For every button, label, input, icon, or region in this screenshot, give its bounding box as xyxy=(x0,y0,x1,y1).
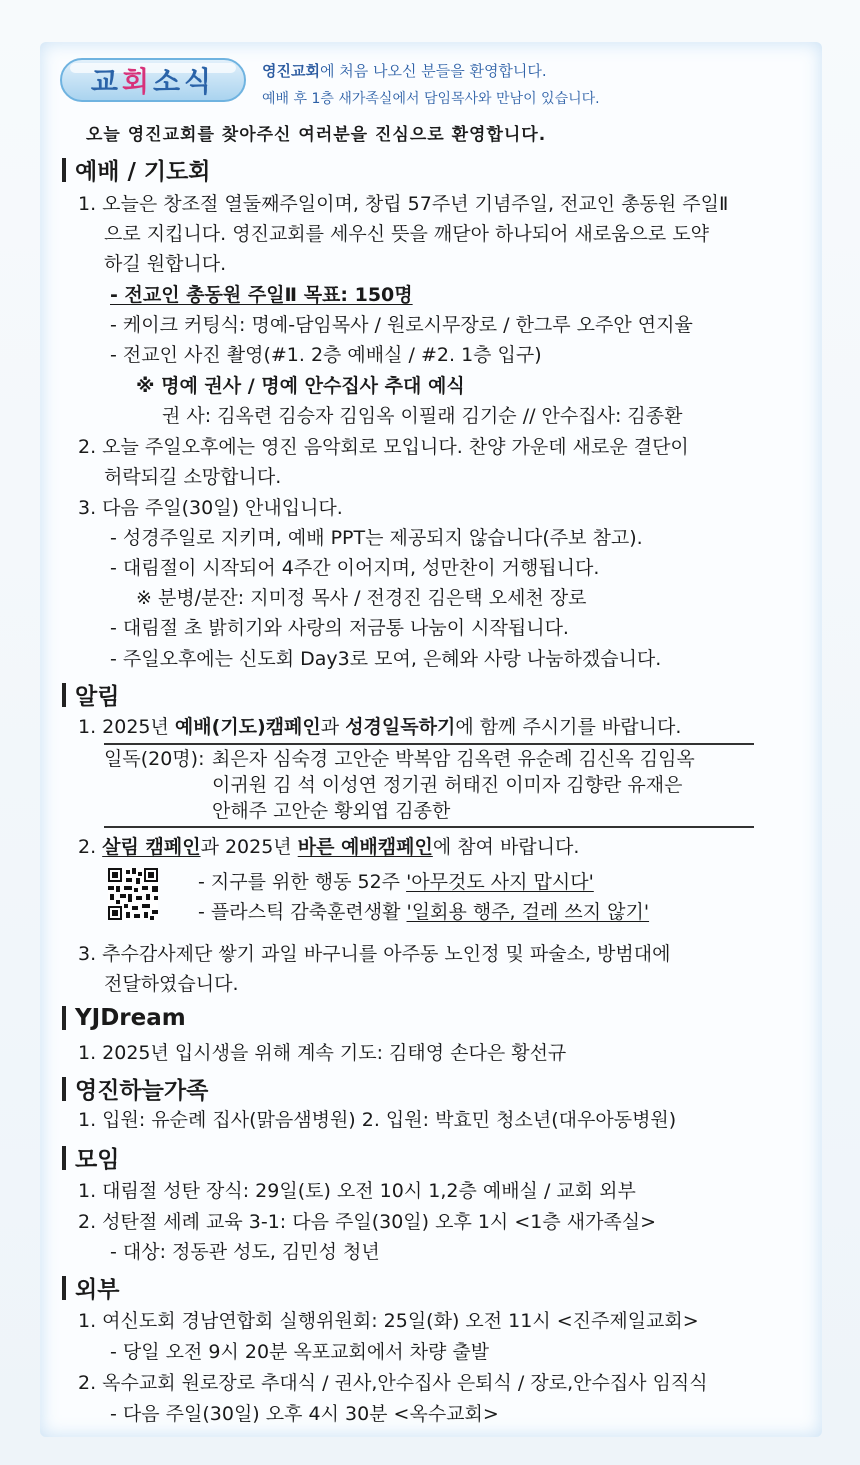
reading-names-row-1: 최은자 심숙경 고안순 박복암 김옥련 유순례 김신옥 김임옥 xyxy=(212,748,695,770)
worship-sub-1: - 성경주일로 지키며, 예배 PPT는 제공되지 않습니다(주보 참고). xyxy=(110,527,643,549)
meeting-item-2-sub: - 대상: 정동관 성도, 김민성 청년 xyxy=(110,1241,380,1263)
welcome-line-1: 영진교회에 처음 나오신 분들을 환영합니다. xyxy=(262,62,547,80)
notice-item-1: 1. 2025년 예배(기도)캠페인과 성경일독하기에 함께 주시기를 바랍니다. xyxy=(78,716,682,738)
qr-code-icon xyxy=(108,868,158,920)
worship-cake-cutting: - 케이크 커팅식: 명예-담임목사 / 원로시무장로 / 한그루 오주안 연지율 xyxy=(110,314,693,336)
yjdream-item-1: 1. 2025년 입시생을 위해 계속 기도: 김태영 손다은 황선규 xyxy=(78,1042,567,1064)
reading-names-row-2: 이귀원 김 석 이성연 정기권 허태진 이미자 김향란 유재은 xyxy=(212,774,683,796)
reading-top-rule xyxy=(104,743,754,745)
notice-item-2: 2. 살림 캠페인과 2025년 바른 예배캠페인에 참여 바랍니다. xyxy=(78,836,580,858)
reading-bottom-rule xyxy=(104,826,754,828)
worship-sub-2-note: ※ 분병/분잔: 지미정 목사 / 전경진 김은택 오세천 장로 xyxy=(136,587,587,609)
worship-goal: - 전교인 총동원 주일Ⅱ 목표: 150명 xyxy=(110,284,413,306)
reading-label: 일독(20명): xyxy=(104,748,205,770)
campaign-item-1: - 지구를 위한 행동 52주 '아무것도 사지 맙시다' xyxy=(198,871,594,893)
meeting-item-2: 2. 성탄절 세례 교육 3-1: 다음 주일(30일) 오후 1시 <1층 새가족실> xyxy=(78,1211,657,1233)
campaign-item-2: - 플라스틱 감축훈련생활 '일회용 행주, 걸레 쓰지 않기' xyxy=(198,901,650,923)
worship-item-2-line-2: 허락되길 소망합니다. xyxy=(104,466,282,488)
welcome-line-2: 예배 후 1층 새가족실에서 담임목사와 만남이 있습니다. xyxy=(262,91,600,107)
worship-honor-title: ※ 명예 권사 / 명예 안수집사 추대 예식 xyxy=(136,375,465,397)
reading-names-row-3: 안해주 고안순 황외엽 김종한 xyxy=(212,800,451,822)
worship-sub-4: - 주일오후에는 신도회 Day3로 모여, 은혜와 사랑 나눔하겠습니다. xyxy=(110,648,662,670)
badge-title: 교 회 소식 xyxy=(90,65,216,98)
section-family: 영진하늘가족 xyxy=(62,1072,208,1105)
intro-greeting: 오늘 영진교회를 찾아주신 여러분을 진심으로 환영합니다. xyxy=(86,125,547,145)
notice-item-3-line-1: 3. 추수감사제단 쌓기 과일 바구니를 아주동 노인정 및 파술소, 방범대에 xyxy=(78,943,671,965)
church-news-badge xyxy=(58,55,248,109)
external-item-2: 2. 옥수교회 원로장로 추대식 / 권사,안수집사 은퇴식 / 장로,안수집사 임직식 xyxy=(78,1372,708,1394)
worship-photo: - 전교인 사진 촬영(#1. 2층 예배실 / #2. 1층 입구) xyxy=(110,344,542,366)
section-external: 외부 xyxy=(62,1271,119,1304)
section-worship: 예배 / 기도회 xyxy=(62,153,211,186)
worship-item-1-line-2: 으로 지킵니다. 영진교회를 세우신 뜻을 깨닫아 하나되어 새로움으로 도약 xyxy=(104,223,709,245)
meeting-item-1: 1. 대림절 성탄 장식: 29일(토) 오전 10시 1,2층 예배실 / 교회 외부 xyxy=(78,1180,636,1202)
worship-honor-names: 권 사: 김옥련 김승자 김임옥 이필래 김기순 // 안수집사: 김종환 xyxy=(162,405,683,427)
section-meeting: 모임 xyxy=(62,1141,119,1174)
worship-sub-3: - 대림절 초 밝히기와 사랑의 저금통 나눔이 시작됩니다. xyxy=(110,617,569,639)
worship-sub-2: - 대림절이 시작되어 4주간 이어지며, 성만찬이 거행됩니다. xyxy=(110,557,600,579)
worship-item-3: 3. 다음 주일(30일) 안내입니다. xyxy=(78,497,343,519)
family-item-1: 1. 입원: 유순례 집사(맑음샘병원) 2. 입원: 박효민 청소년(대우아동병원) xyxy=(78,1109,677,1131)
notice-item-3-line-2: 전달하였습니다. xyxy=(104,973,239,995)
external-item-1-sub: - 당일 오전 9시 20분 옥포교회에서 차량 출발 xyxy=(110,1341,490,1363)
section-notice: 알림 xyxy=(62,678,119,711)
section-yjdream: YJDream xyxy=(62,1005,186,1031)
worship-item-2-line-1: 2. 오늘 주일오후에는 영진 음악회로 모입니다. 찬양 가운데 새로운 결단이 xyxy=(78,436,689,458)
worship-item-1-line-3: 하길 원합니다. xyxy=(104,253,227,275)
worship-item-1-line-1: 1. 오늘은 창조절 열둘째주일이며, 창립 57주년 기념주일, 전교인 총동원 주일Ⅱ xyxy=(78,193,729,215)
external-item-2-sub: - 다음 주일(30일) 오후 4시 30분 <옥수교회> xyxy=(110,1403,499,1425)
external-item-1: 1. 여신도회 경남연합회 실행위원회: 25일(화) 오전 11시 <진주제일교회> xyxy=(78,1310,699,1332)
